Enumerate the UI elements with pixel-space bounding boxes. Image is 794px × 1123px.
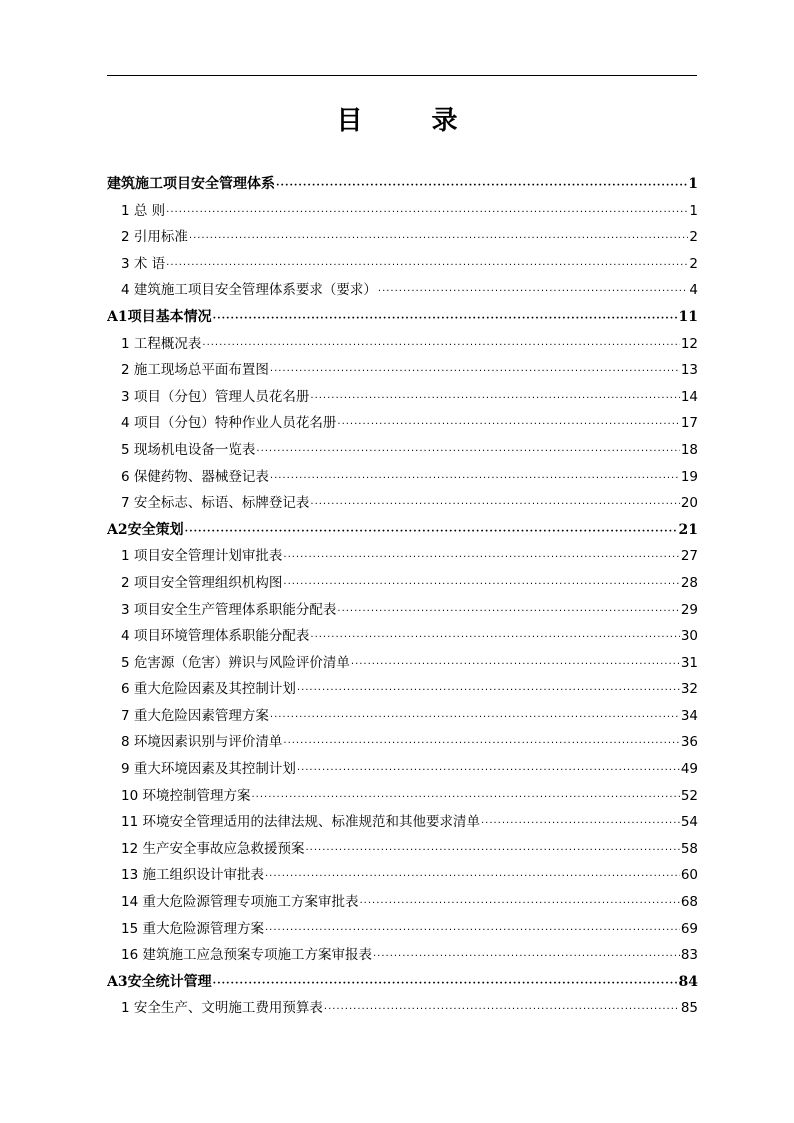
toc-page-number: 18 — [680, 441, 698, 458]
dot-leader — [276, 173, 687, 198]
header-rule — [107, 75, 697, 76]
dot-leader — [305, 838, 679, 863]
toc-entry-row[interactable] — [107, 729, 698, 756]
toc-page-number: 54 — [680, 814, 698, 831]
dot-leader — [310, 386, 679, 411]
dot-leader — [166, 253, 688, 278]
toc-entry-row[interactable] — [107, 783, 698, 810]
toc-page-number: 52 — [680, 787, 698, 804]
toc-page-number: 2 — [689, 255, 698, 272]
dot-leader — [351, 652, 680, 677]
dot-leader — [265, 864, 680, 889]
toc-entry-title: 建筑施工项目安全管理体系 — [107, 176, 275, 192]
toc-entry-row[interactable] — [107, 809, 698, 836]
toc-entry-row[interactable] — [107, 862, 698, 889]
toc-page-number: 34 — [680, 707, 698, 724]
toc-entry-title: 6 重大危险因素及其控制计划 — [121, 681, 296, 698]
dot-leader — [359, 891, 679, 916]
toc-section-row[interactable] — [107, 304, 698, 331]
page-title: 目 录 — [336, 106, 488, 136]
toc-entry-row[interactable] — [107, 995, 698, 1022]
toc-section-row[interactable] — [107, 969, 698, 996]
dot-leader — [310, 625, 679, 650]
toc-page-number: 2 — [689, 229, 698, 246]
dot-leader — [185, 519, 678, 544]
toc-entry-row[interactable] — [107, 251, 698, 278]
toc-page-number: 83 — [680, 947, 698, 964]
toc-entry-title: 7 安全标志、标语、标牌登记表 — [121, 495, 310, 512]
dot-leader — [283, 545, 679, 570]
toc-page-number: 29 — [680, 601, 698, 618]
toc-entry-row[interactable] — [107, 464, 698, 491]
dot-leader — [310, 492, 679, 517]
dot-leader — [270, 359, 680, 384]
toc-page-number: 13 — [680, 362, 698, 379]
toc-entry-title: A1项目基本情况 — [107, 308, 212, 325]
toc-entry-title: 1 总 则 — [121, 202, 166, 219]
toc-entry-row[interactable] — [107, 650, 698, 677]
dot-leader — [324, 997, 680, 1022]
dot-leader — [265, 918, 680, 943]
toc-entry-row[interactable] — [107, 384, 698, 411]
toc-page-number: 28 — [680, 574, 698, 591]
toc-entry-row[interactable] — [107, 597, 698, 624]
dot-leader — [481, 811, 680, 836]
toc-entry-title: 5 危害源（危害）辨识与风险评价清单 — [121, 654, 350, 671]
toc-entry-title: A2安全策划 — [107, 521, 184, 538]
toc-page-number: 14 — [680, 388, 698, 405]
toc-entry-title: 4 项目（分包）特种作业人员花名册 — [121, 415, 337, 432]
toc-page-number: 84 — [678, 973, 698, 990]
toc-entry-row[interactable] — [107, 703, 698, 730]
toc-entry-title: 8 环境因素识别与评价清单 — [121, 734, 283, 751]
toc-page-number: 17 — [680, 415, 698, 432]
toc-entry-title: 9 重大环境因素及其控制计划 — [121, 761, 296, 778]
toc-entry-row[interactable] — [107, 836, 698, 863]
toc-page-number: 19 — [680, 468, 698, 485]
toc-entry-title: 3 术 语 — [121, 255, 166, 272]
dot-leader — [283, 731, 679, 756]
toc-page-number: 60 — [680, 867, 698, 884]
toc-entry-row[interactable] — [107, 942, 698, 969]
toc-page-number: 11 — [678, 308, 698, 325]
toc-entry-title: 15 重大危险源管理方案 — [121, 920, 264, 937]
toc-page-number: 32 — [680, 681, 698, 698]
toc-entry-title: 6 保健药物、器械登记表 — [121, 468, 269, 485]
dot-leader — [270, 705, 680, 730]
toc-entry-title: 11 环境安全管理适用的法律法规、标准规范和其他要求清单 — [121, 814, 480, 831]
toc-page-number: 36 — [680, 734, 698, 751]
toc-entry-title: 1 项目安全管理计划审批表 — [121, 548, 283, 565]
dot-leader — [373, 944, 680, 969]
toc-page-number: 21 — [678, 521, 698, 538]
dot-leader — [256, 439, 679, 464]
toc-section-row[interactable] — [107, 171, 698, 198]
toc-entry-title: 4 建筑施工项目安全管理体系要求（要求） — [121, 282, 377, 299]
toc-page-number: 20 — [680, 495, 698, 512]
toc-entry-row[interactable] — [107, 623, 698, 650]
toc-entry-row[interactable] — [107, 676, 698, 703]
toc-page-number: 12 — [680, 335, 698, 352]
dot-leader — [166, 200, 688, 225]
toc-page-number: 49 — [680, 761, 698, 778]
dot-leader — [297, 758, 680, 783]
toc-entry-row[interactable] — [107, 331, 698, 358]
toc-page-number: 1 — [689, 202, 698, 219]
toc-entry-row[interactable] — [107, 198, 698, 225]
toc-entry-title: 10 环境控制管理方案 — [121, 787, 251, 804]
dot-leader — [213, 971, 678, 996]
toc-entry-row[interactable] — [107, 224, 698, 251]
toc-entry-title: 2 引用标准 — [121, 229, 188, 246]
toc-entry-title: 7 重大危险因素管理方案 — [121, 707, 269, 724]
dot-leader — [202, 333, 679, 358]
toc-entry-title: A3安全统计管理 — [107, 973, 212, 990]
toc-page-number: 58 — [680, 840, 698, 857]
dot-leader — [251, 785, 679, 810]
toc-page-number: 68 — [680, 894, 698, 911]
toc-entry-title: 14 重大危险源管理专项施工方案审批表 — [121, 894, 359, 911]
toc-entry-title: 12 生产安全事故应急救援预案 — [121, 840, 305, 857]
toc-entry-row[interactable] — [107, 543, 698, 570]
toc-entry-title: 3 项目（分包）管理人员花名册 — [121, 388, 310, 405]
toc-entry-title: 1 工程概况表 — [121, 335, 202, 352]
dot-leader — [337, 412, 679, 437]
toc-entry-title: 1 安全生产、文明施工费用预算表 — [121, 1000, 323, 1017]
toc-entry-title: 4 项目环境管理体系职能分配表 — [121, 628, 310, 645]
toc-entry-row[interactable] — [107, 357, 698, 384]
toc-page-number: 85 — [680, 1000, 698, 1017]
dot-leader — [213, 306, 678, 331]
toc-entry-title: 16 建筑施工应急预案专项施工方案审报表 — [121, 947, 372, 964]
toc-page-number: 1 — [688, 176, 698, 192]
toc-entry-row[interactable] — [107, 410, 698, 437]
toc-entry-title: 5 现场机电设备一览表 — [121, 441, 256, 458]
toc-page-number: 31 — [680, 654, 698, 671]
toc-entry-row[interactable] — [107, 277, 698, 304]
toc-entry-row[interactable] — [107, 570, 698, 597]
table-of-contents — [107, 171, 698, 1022]
toc-entry-title: 3 项目安全生产管理体系职能分配表 — [121, 601, 337, 618]
dot-leader — [378, 279, 689, 304]
toc-entry-title: 13 施工组织设计审批表 — [121, 867, 264, 884]
toc-page-number: 27 — [680, 548, 698, 565]
toc-entry-row[interactable] — [107, 889, 698, 916]
toc-section-row[interactable] — [107, 517, 698, 544]
dot-leader — [297, 678, 680, 703]
dot-leader — [270, 466, 680, 491]
toc-entry-row[interactable] — [107, 916, 698, 943]
toc-entry-title: 2 施工现场总平面布置图 — [121, 362, 269, 379]
dot-leader — [283, 572, 679, 597]
dot-leader — [189, 226, 689, 251]
toc-page-number: 30 — [680, 628, 698, 645]
toc-page-number: 69 — [680, 920, 698, 937]
dot-leader — [337, 599, 679, 624]
toc-entry-row[interactable] — [107, 437, 698, 464]
toc-entry-row[interactable] — [107, 490, 698, 517]
toc-entry-row[interactable] — [107, 756, 698, 783]
toc-entry-title: 2 项目安全管理组织机构图 — [121, 574, 283, 591]
toc-page-number: 4 — [689, 282, 698, 299]
